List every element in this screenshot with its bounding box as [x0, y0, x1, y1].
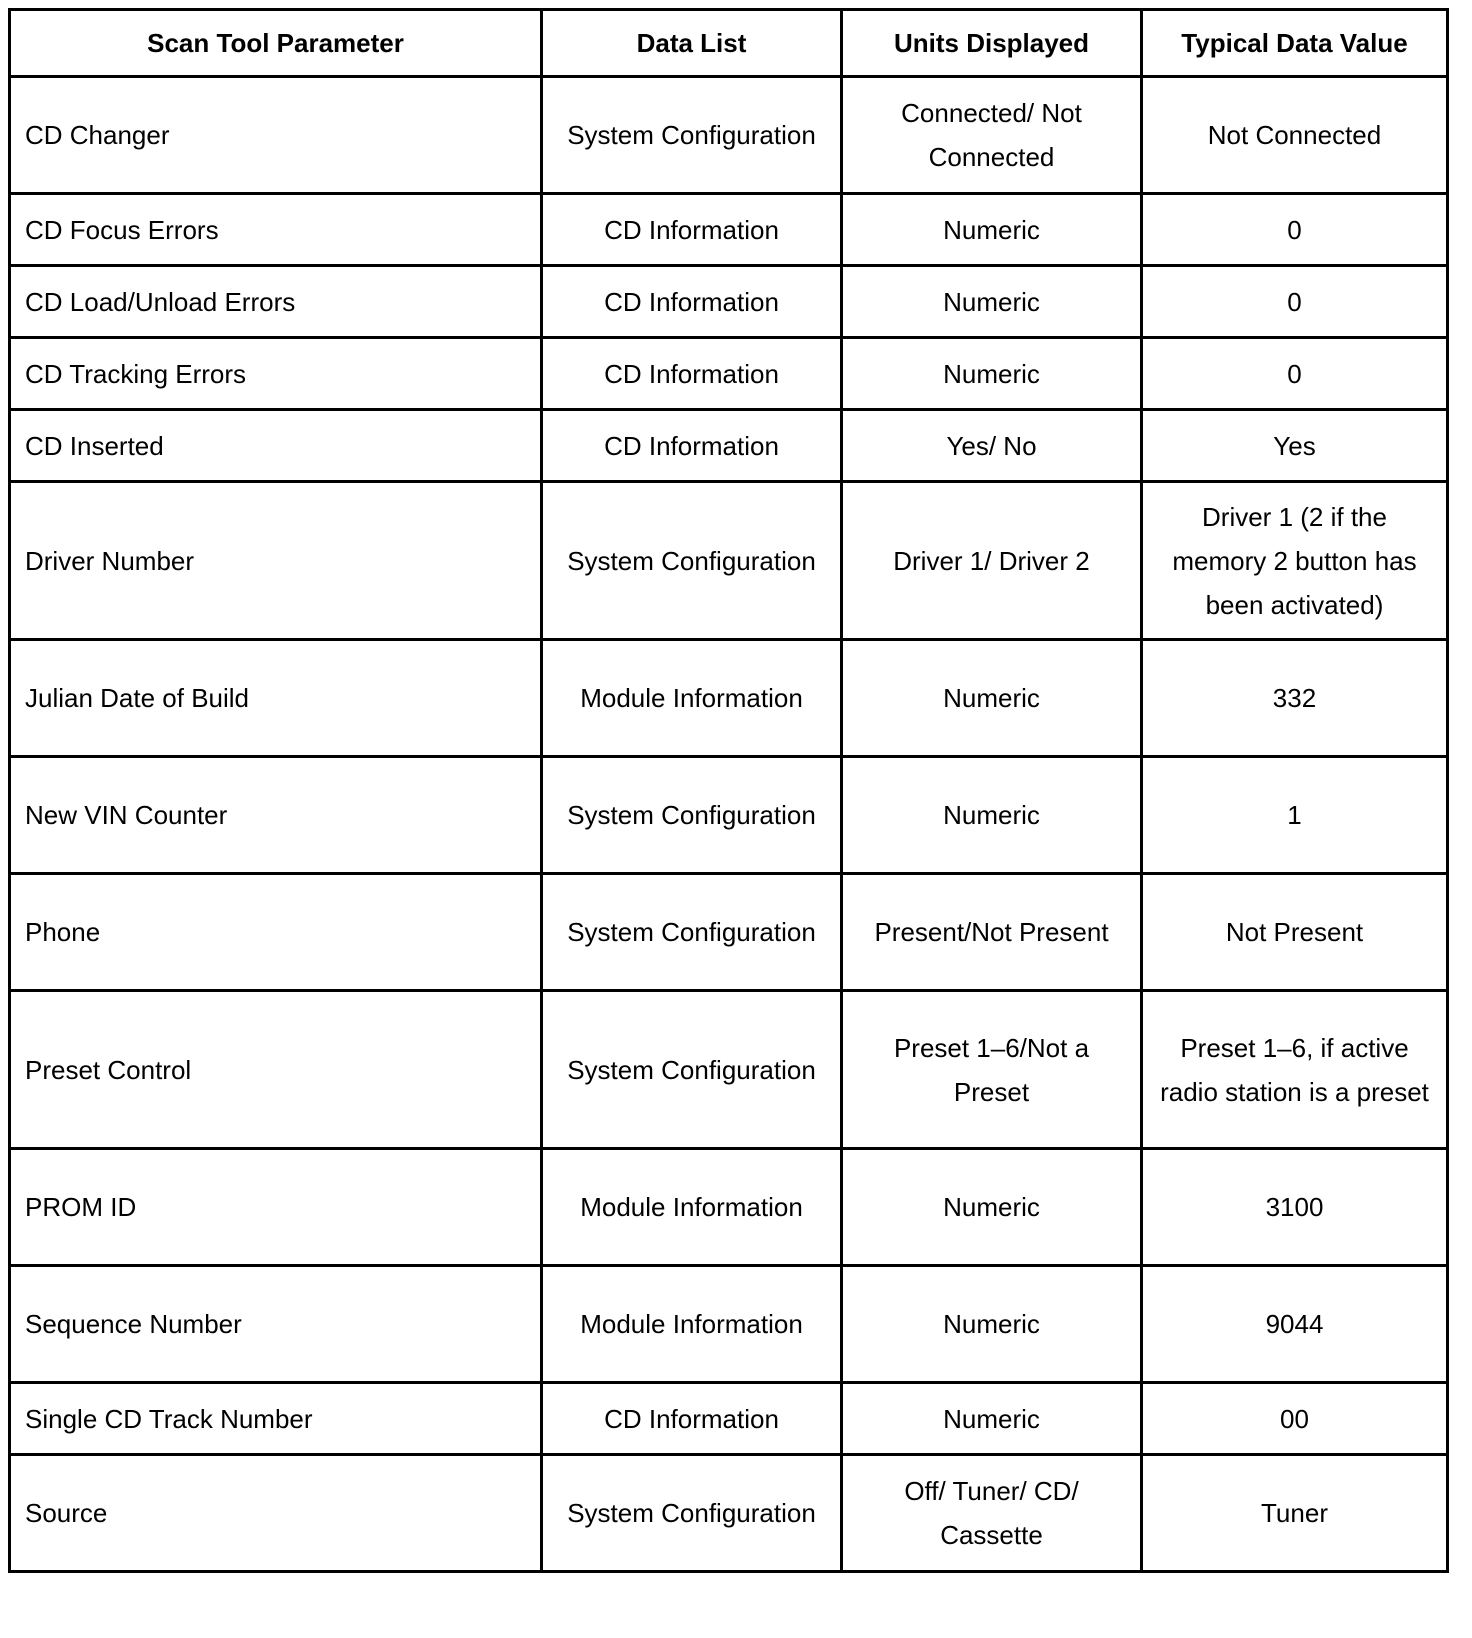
cell-data-list: System Configuration: [542, 991, 842, 1149]
table-row: [10, 1149, 1448, 1266]
header-typical-data-value: Typical Data Value: [1142, 10, 1448, 77]
cell-units: Driver 1/ Driver 2: [842, 482, 1142, 640]
cell-data-list: System Configuration: [542, 1455, 842, 1572]
cell-parameter: Julian Date of Build: [10, 640, 542, 757]
table-row: [10, 482, 1448, 640]
cell-data-list: Module Information: [542, 640, 842, 757]
cell-parameter: CD Inserted: [10, 410, 542, 482]
cell-typical-value: 00: [1142, 1383, 1448, 1455]
cell-typical-value: 0: [1142, 194, 1448, 266]
cell-typical-value: Not Connected: [1142, 77, 1448, 194]
cell-data-list: CD Information: [542, 410, 842, 482]
cell-parameter: CD Changer: [10, 77, 542, 194]
cell-units: Yes/ No: [842, 410, 1142, 482]
table-row: [10, 757, 1448, 874]
cell-parameter: Driver Number: [10, 482, 542, 640]
cell-units: Numeric: [842, 266, 1142, 338]
header-scan-tool-parameter: Scan Tool Parameter: [10, 10, 542, 77]
cell-units: Numeric: [842, 338, 1142, 410]
cell-units: Connected/ Not Connected: [842, 77, 1142, 194]
cell-data-list: System Configuration: [542, 482, 842, 640]
cell-units: Preset 1–6/Not a Preset: [842, 991, 1142, 1149]
cell-typical-value: 0: [1142, 338, 1448, 410]
cell-units: Numeric: [842, 757, 1142, 874]
table-row: [10, 266, 1448, 338]
table-row: [10, 640, 1448, 757]
table-row: [10, 338, 1448, 410]
cell-parameter: CD Tracking Errors: [10, 338, 542, 410]
table-row: [10, 874, 1448, 991]
cell-data-list: CD Information: [542, 1383, 842, 1455]
cell-units: Present/Not Present: [842, 874, 1142, 991]
table-row: [10, 991, 1448, 1149]
cell-data-list: System Configuration: [542, 77, 842, 194]
cell-typical-value: 332: [1142, 640, 1448, 757]
cell-units: Numeric: [842, 640, 1142, 757]
table-row: [10, 77, 1448, 194]
table-row: [10, 410, 1448, 482]
header-units-displayed: Units Displayed: [842, 10, 1142, 77]
cell-parameter: CD Load/Unload Errors: [10, 266, 542, 338]
cell-data-list: Module Information: [542, 1266, 842, 1383]
cell-typical-value: 1: [1142, 757, 1448, 874]
cell-data-list: CD Information: [542, 266, 842, 338]
cell-parameter: CD Focus Errors: [10, 194, 542, 266]
cell-units: Numeric: [842, 1383, 1142, 1455]
cell-units: Numeric: [842, 194, 1142, 266]
cell-parameter: PROM ID: [10, 1149, 542, 1266]
table-row: [10, 1455, 1448, 1572]
header-data-list: Data List: [542, 10, 842, 77]
table-header-row: [10, 10, 1448, 77]
cell-data-list: CD Information: [542, 194, 842, 266]
cell-data-list: Module Information: [542, 1149, 842, 1266]
cell-parameter: Sequence Number: [10, 1266, 542, 1383]
table-row: [10, 1266, 1448, 1383]
cell-parameter: Source: [10, 1455, 542, 1572]
cell-typical-value: Not Present: [1142, 874, 1448, 991]
cell-typical-value: Yes: [1142, 410, 1448, 482]
cell-parameter: Single CD Track Number: [10, 1383, 542, 1455]
cell-typical-value: Preset 1–6, if active radio station is a preset: [1142, 991, 1448, 1149]
cell-parameter: Phone: [10, 874, 542, 991]
scan-tool-data-table-container: [8, 8, 1449, 1573]
cell-typical-value: Tuner: [1142, 1455, 1448, 1572]
cell-typical-value: 3100: [1142, 1149, 1448, 1266]
cell-units: Off/ Tuner/ CD/ Cassette: [842, 1455, 1142, 1572]
cell-typical-value: Driver 1 (2 if the memory 2 button has been activated): [1142, 482, 1448, 640]
cell-data-list: System Configuration: [542, 874, 842, 991]
scan-tool-data-table: [8, 8, 1449, 1573]
cell-parameter: Preset Control: [10, 991, 542, 1149]
cell-units: Numeric: [842, 1149, 1142, 1266]
cell-data-list: System Configuration: [542, 757, 842, 874]
table-row: [10, 1383, 1448, 1455]
cell-data-list: CD Information: [542, 338, 842, 410]
cell-units: Numeric: [842, 1266, 1142, 1383]
cell-typical-value: 9044: [1142, 1266, 1448, 1383]
cell-typical-value: 0: [1142, 266, 1448, 338]
table-row: [10, 194, 1448, 266]
cell-parameter: New VIN Counter: [10, 757, 542, 874]
